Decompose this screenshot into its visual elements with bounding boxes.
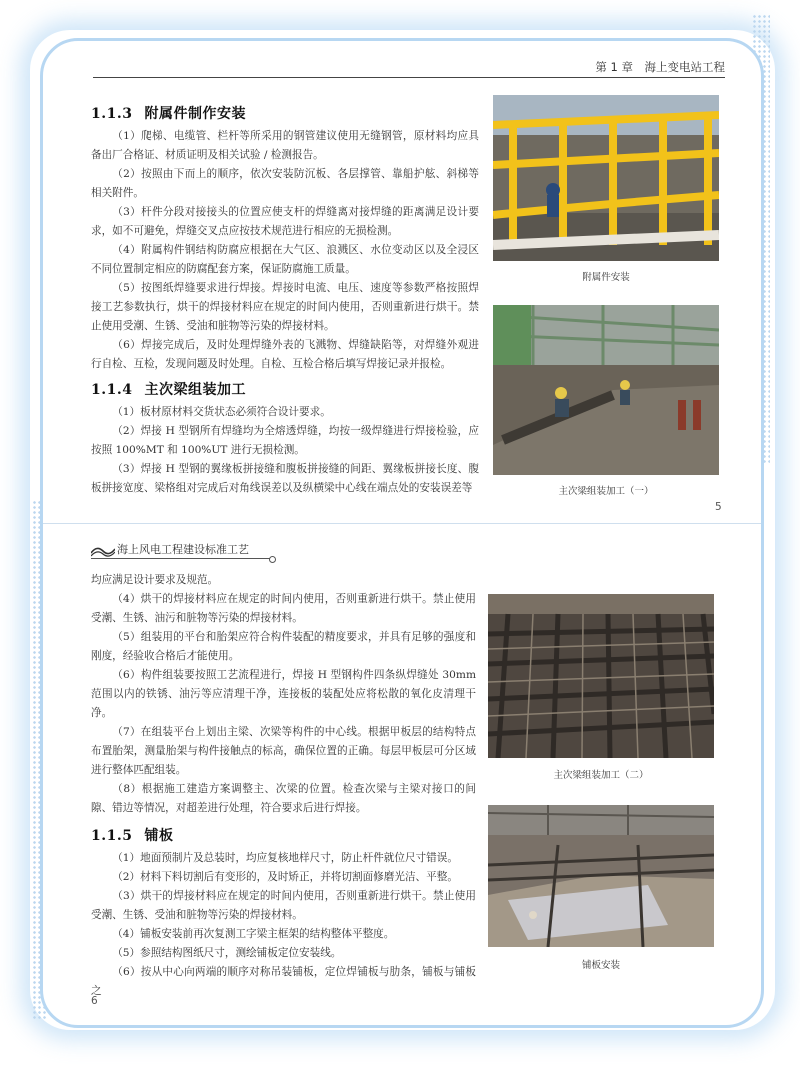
paragraph: （3）烘干的焊接材料应在规定的时间内使用，否则重新进行烘干。禁止使用受潮、生锈、受油和脏物等污染的焊接材料。 <box>91 890 476 922</box>
paragraph: （2）材料下料切割后有变形的，及时矫正，并将切割面修磨光洁、平整。 <box>112 871 458 883</box>
section-heading-1-1-5 <box>91 825 173 845</box>
photo-caption: 主次梁组装加工（一） <box>558 486 654 497</box>
paragraph: （1）爬梯、电缆管、栏杆等所采用的钢管建议使用无缝钢管，原材料均应具备出厂合格证、材质证明及相关试验 / 检测报告。 <box>91 130 479 162</box>
book-header: 海上风电工程建设标准工艺 <box>117 543 249 556</box>
photo-deck-plate-installation <box>488 805 714 947</box>
paragraph: （4）附属构件钢结构防腐应根据在大气区、浪溅区、水位变动区以及全浸区不同位置制定相应的防腐配套方案，保证防腐施工质量。 <box>91 244 479 276</box>
paragraph: 均应满足设计要求及规范。 <box>91 574 219 586</box>
page-5 <box>43 41 761 521</box>
photo-caption: 铺板安装 <box>581 960 620 971</box>
page-6 <box>43 531 761 1028</box>
page-number: 5 <box>715 501 722 513</box>
section-title: 主次梁组装加工 <box>144 382 246 398</box>
paragraph: （5）按图纸焊缝要求进行焊接。焊接时电流、电压、速度等参数严格按照焊接工艺参数执行，烘干的焊接材料应在规定的时间内使用，否则重新进行烘干。禁止使用受潮、生锈、受油和脏物等污染的焊接材料。 <box>91 282 479 333</box>
section-number: 1.1.3 <box>91 106 133 122</box>
paragraph: （3）杆件分段对接接头的位置应使支杆的焊缝离对接焊缝的距离满足设计要求，如不可避免，焊缝交叉点应按技术规范进行相应的无损检测。 <box>91 206 479 238</box>
paragraph: （6）焊接完成后，及时处理焊缝外表的飞溅物、焊缝缺陷等，对焊缝外观进行自检、互检，发现问题及时处理。自检、互检合格后填写焊接记录并报检。 <box>91 339 479 371</box>
photo-beam-assembly-2 <box>488 594 714 758</box>
paragraph: （7）在组装平台上划出主梁、次梁等构件的中心线。根据甲板层的结构特点布置胎架，测量胎架与构件接触点的标高，确保位置的正确。每层甲板层可分区域进行整体匹配组装。 <box>91 726 476 777</box>
photo-caption: 附属件安装 <box>582 272 630 283</box>
book-logo-icon <box>91 545 115 557</box>
paragraph: （6）构件组装要按照工艺流程进行，焊接 H 型钢构件四条纵焊缝处 30mm 范围以内的铁锈、油污等应清理干净，连接板的装配处应将松散的氧化皮清理干净。 <box>91 669 476 720</box>
paragraph: （8）根据施工建造方案调整主、次梁的位置。检查次梁与主梁对接口的间隙、错边等情况，对超差进行处理，符合要求后进行焊接。 <box>91 783 476 815</box>
paragraph: （1）地面预制片及总装时，均应复核地样尺寸，防止杆件就位尺寸错误。 <box>112 852 458 864</box>
paragraph: （5）组装用的平台和胎架应符合构件装配的精度要求，并具有足够的强度和刚度，经验收合格后才能使用。 <box>91 631 476 663</box>
section-number: 1.1.4 <box>91 382 133 398</box>
photo-attachment-installation <box>493 95 719 261</box>
header-rule <box>91 558 271 559</box>
paragraph: （3）焊接 H 型钢的翼缘板拼接缝和腹板拼接缝的间距、翼缘板拼接长度、腹板拼接宽度、梁格组对完成后对角线误差以及纵横梁中心线在端点处的安装误差等 <box>91 463 479 495</box>
paragraph: （4）铺板安装前再次复测工字梁主框架的结构整体平整度。 <box>112 928 395 940</box>
paragraph: （2）焊接 H 型钢所有焊缝均为全熔透焊缝，均按一级焊缝进行焊接检验，应按照 100%MT 和 100%UT 进行无损检测。 <box>91 425 479 457</box>
paragraph: （4）烘干的焊接材料应在规定的时间内使用，否则重新进行烘干。禁止使用受潮、生锈、油污和脏物等污染的焊接材料。 <box>91 593 476 625</box>
header-dot <box>269 556 276 563</box>
page-divider <box>43 523 761 524</box>
page-number: 6 <box>91 995 98 1007</box>
section-number: 1.1.5 <box>91 828 133 844</box>
chapter-header: 第 1 章 海上变电站工程 <box>595 60 725 74</box>
paragraph: （5）参照结构图纸尺寸，测绘铺板定位安装线。 <box>112 947 342 959</box>
book-spread-card <box>40 38 764 1028</box>
photo-caption: 主次梁组装加工（二） <box>553 770 649 781</box>
paragraph: （6）按从中心向两端的顺序对称吊装铺板，定位焊铺板与肋条，铺板与铺板之 <box>91 966 476 998</box>
section-title: 铺板 <box>144 828 174 844</box>
section-heading-1-1-3 <box>91 103 246 123</box>
paragraph: （2）按照由下而上的顺序，依次安装防沉板、各层撑管、靠船护舷、斜梯等相关附件。 <box>91 168 479 200</box>
header-rule <box>93 77 725 78</box>
section-heading-1-1-4 <box>91 379 246 399</box>
section-title: 附属件制作安装 <box>144 106 246 122</box>
photo-beam-assembly-1 <box>493 305 719 475</box>
paragraph: （1）板材原材料交货状态必须符合设计要求。 <box>112 406 331 418</box>
